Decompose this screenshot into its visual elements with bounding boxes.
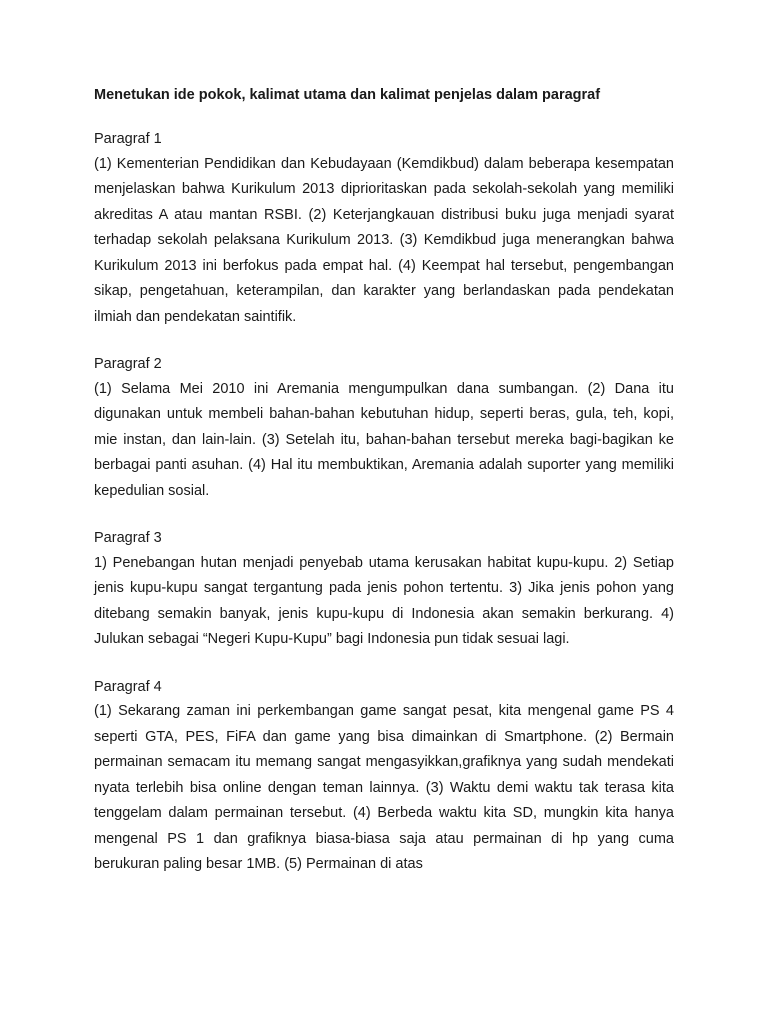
paragraph-heading: Paragraf 1 bbox=[94, 131, 162, 147]
paragraph-heading: Paragraf 4 bbox=[94, 678, 162, 695]
paragraph-body: 1) Penebangan hutan menjadi penyebab utama kerusakan habitat kupu-kupu. 2) Setiap jenis kupu-kupu sangat tergantung pada jenis pohon tertentu. 3) Jika jenis pohon yang ditebang semakin banyak, jenis kupu-kupu di Indonesia akan semakin berkurang. 4) Julukan sebagai “Negeri Kupu-Kupu” bagi Indonesia pun tidak sesuai lagi. bbox=[94, 554, 674, 647]
paragraph-body: (1) Sekarang zaman ini perkembangan game sangat pesat, kita mengenal game PS 4 seperti GTA, PES, FiFA dan game yang bisa dimainkan di Smartphone. (2) Bermain permainan semacam itu memang sangat mengasyikkan,grafiknya yang sudah mendekati nyata terlebih bisa online dengan teman lainnya. (3) Waktu demi waktu tak terasa kita tenggelam dalam permainan tersebut. (4) Berbeda waktu kita SD, mungkin kita hanya mengenal PS 1 dan grafiknya biasa-biasa saja atau permainan di hp yang cuma berukuran paling besar 1MB. (5) Permainan di atas bbox=[94, 703, 674, 872]
paragraph-section-1 bbox=[94, 127, 674, 330]
paragraph-heading: Paragraf 2 bbox=[94, 356, 162, 372]
paragraph-section-4 bbox=[94, 675, 674, 878]
paragraph-body: (1) Kementerian Pendidikan dan Kebudayaan (Kemdikbud) dalam beberapa kesempatan menjelaskan bahwa Kurikulum 2013 diprioritaskan pada sekolah-sekolah yang memiliki akreditas A atau mantan RSBI. (2) Keterjangkauan distribusi buku juga menjadi syarat terhadap sekolah pelaksana Kurikulum 2013. (3) Kemdikbud juga menerangkan bahwa Kurikulum 2013 ini berfokus pada empat hal. (4) Keempat hal tersebut, pengembangan sikap, pengetahuan, keterampilan, dan karakter yang berlandaskan pada pendekatan ilmiah dan pendekatan saintifik. bbox=[94, 155, 674, 325]
document-page bbox=[94, 83, 674, 900]
document-title: Menetukan ide pokok, kalimat utama dan kalimat penjelas dalam paragraf bbox=[94, 87, 601, 103]
paragraph-section-2 bbox=[94, 352, 674, 504]
paragraph-body: (1) Selama Mei 2010 ini Aremania mengumpulkan dana sumbangan. (2) Dana itu digunakan untuk membeli bahan-bahan kebutuhan hidup, seperti beras, gula, teh, kopi, mie instan, dan lain-lain. (3) Setelah itu, bahan-bahan tersebut mereka bagi-bagikan ke berbagai panti asuhan. (4) Hal itu membuktikan, Aremania adalah suporter yang memiliki kepedulian sosial. bbox=[94, 380, 674, 499]
paragraph-heading: Paragraf 3 bbox=[94, 530, 162, 546]
paragraph-section-3 bbox=[94, 526, 674, 653]
